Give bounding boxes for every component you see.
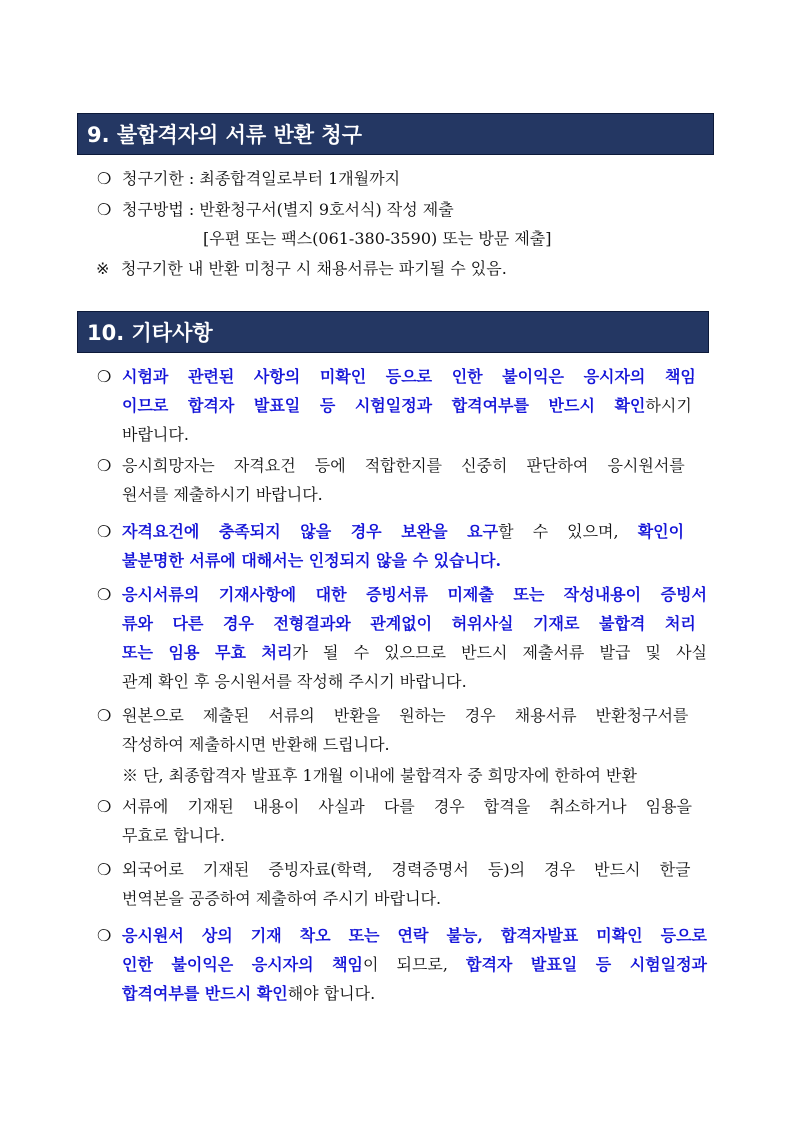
list-item-continuation	[122, 614, 696, 634]
emphasis-text: 인한 불이익은 응시자의 책임	[122, 955, 364, 974]
body-text: 외국어로 기재된 증빙자료(학력, 경력증명서 등)의 경우 반드시 한글	[122, 860, 691, 879]
list-item-continuation	[122, 735, 390, 755]
bullet-icon: ❍	[97, 522, 112, 541]
section-9-header	[77, 113, 714, 155]
body-text: 할 수 있으며,	[498, 522, 638, 541]
emphasis-text: 확인이	[637, 522, 685, 541]
bullet-icon: ❍	[97, 456, 112, 475]
list-item-text	[122, 522, 684, 541]
method-label: 청구방법 :	[122, 200, 200, 219]
deadline-label: 청구기한 :	[122, 169, 200, 188]
list-item-text	[122, 456, 685, 475]
list-item-text	[122, 826, 225, 845]
list-item-text	[122, 643, 707, 662]
list-item-text	[122, 926, 707, 945]
list-item-continuation	[122, 485, 323, 505]
list-item-continuation	[122, 396, 692, 416]
emphasis-text: 응시원서 상의 기재 착오 또는 연락 불능, 합격자발표 미확인 등으로	[122, 926, 707, 945]
list-item	[97, 456, 685, 476]
body-text: 서류에 기재된 내용이 사실과 다를 경우 합격을 취소하거나 임용을	[122, 797, 693, 816]
bullet-icon: ❍	[97, 797, 112, 816]
bullet-icon: ❍	[97, 860, 112, 879]
body-text: 번역본을 공증하여 제출하여 주시기 바랍니다.	[122, 889, 442, 908]
bullet-icon: ❍	[97, 169, 112, 188]
emphasis-text: 이므로 합격자 발표일 등 시험일정과 합격여부를 반드시 확인	[122, 396, 646, 415]
body-text: 원서를 제출하시기 바랍니다.	[122, 485, 323, 504]
list-item-text	[122, 797, 692, 816]
emphasis-text: 합격자 발표일 등 시험일정과	[465, 955, 707, 974]
list-item-continuation	[122, 643, 707, 663]
emphasis-text: 응시서류의 기재사항에 대한 증빙서류 미제출 또는 작성내용이 증빙서	[122, 585, 707, 604]
list-item-text	[122, 551, 501, 570]
list-item	[97, 585, 707, 605]
method-note: [우편 또는 팩스(061-380-3590) 또는 방문 제출]	[203, 229, 552, 248]
list-item	[97, 522, 684, 542]
body-text: 원본으로 제출된 서류의 반환을 원하는 경우 채용서류 반환청구서를	[122, 706, 689, 725]
list-item-continuation	[122, 955, 707, 975]
list-item-text	[122, 425, 189, 444]
list-item	[97, 797, 692, 817]
list-item-continuation	[122, 425, 189, 445]
list-item-text	[122, 735, 390, 754]
note-text: 청구기한 내 반환 미청구 시 채용서류는 파기될 수 있음.	[121, 259, 507, 278]
list-item-text	[122, 984, 375, 1003]
emphasis-text: 합격여부를 반드시 확인	[122, 984, 288, 1003]
body-text: 바랍니다.	[122, 425, 189, 444]
list-item-text	[122, 485, 323, 504]
emphasis-text: 자격요건에 충족되지 않을 경우 보완을 요구	[122, 522, 499, 541]
emphasis-text: 시험과 관련된 사항의 미확인 등으로 인한 불이익은 응시자의 책임	[122, 367, 696, 386]
bullet-icon: ❍	[97, 585, 112, 604]
body-text: 가 될 수 있으므로 반드시 제출서류 발급 및 사실	[292, 643, 707, 662]
list-item-text	[122, 396, 692, 415]
body-text: 무효로 합니다.	[122, 826, 225, 845]
section-9-title: 9. 불합격자의 서류 반환 청구	[87, 123, 362, 147]
list-item-text	[122, 706, 688, 725]
method-text: 반환청구서(별지 9호서식) 작성 제출	[199, 200, 454, 219]
list-item-text	[122, 889, 441, 908]
body-text: 작성하여 제출하시면 반환해 드립니다.	[122, 735, 390, 754]
list-item-text	[122, 955, 707, 974]
emphasis-text: 류와 다른 경우 전형결과와 관계없이 허위사실 기재로 불합격 처리	[122, 614, 696, 633]
list-item-continuation	[122, 889, 441, 909]
note-mark: ※	[96, 259, 110, 278]
list-item-continuation	[122, 672, 467, 692]
emphasis-text: 또는 임용 무효 처리	[122, 643, 293, 662]
section-9-note	[96, 259, 507, 279]
bullet-icon: ❍	[97, 200, 112, 219]
list-item	[97, 860, 691, 880]
method-item	[97, 200, 454, 220]
emphasis-text: 불분명한 서류에 대해서는 인정되지 않을 수 있습니다.	[122, 551, 502, 570]
deadline-item	[97, 169, 400, 189]
list-item-text	[122, 614, 696, 633]
list-item-text	[122, 367, 696, 386]
list-item	[97, 706, 688, 726]
list-item-continuation	[122, 984, 375, 1004]
bullet-icon: ❍	[97, 926, 112, 945]
list-item-continuation	[122, 551, 501, 571]
list-item-text	[122, 585, 707, 604]
list-item	[97, 367, 696, 387]
return-note: ※ 단, 최종합격자 발표후 1개월 이내에 불합격자 중 희망자에 한하여 반환	[122, 766, 637, 785]
bullet-icon: ❍	[97, 367, 112, 386]
deadline-text: 최종합격일로부터 1개월까지	[199, 169, 401, 188]
body-text: 하시기	[645, 396, 692, 415]
list-item-text	[122, 672, 467, 691]
body-text: 해야 합니다.	[287, 984, 376, 1003]
body-text: 이 되므로,	[363, 955, 466, 974]
section-10-title: 10. 기타사항	[87, 321, 213, 345]
bullet-icon: ❍	[97, 706, 112, 725]
list-item-text	[122, 860, 691, 879]
list-item	[97, 926, 707, 946]
list-item-continuation	[122, 826, 225, 846]
body-text: 응시희망자는 자격요건 등에 적합한지를 신중히 판단하여 응시원서를	[122, 456, 685, 475]
body-text: 관계 확인 후 응시원서를 작성해 주시기 바랍니다.	[122, 672, 467, 691]
section-10-header	[77, 311, 709, 353]
